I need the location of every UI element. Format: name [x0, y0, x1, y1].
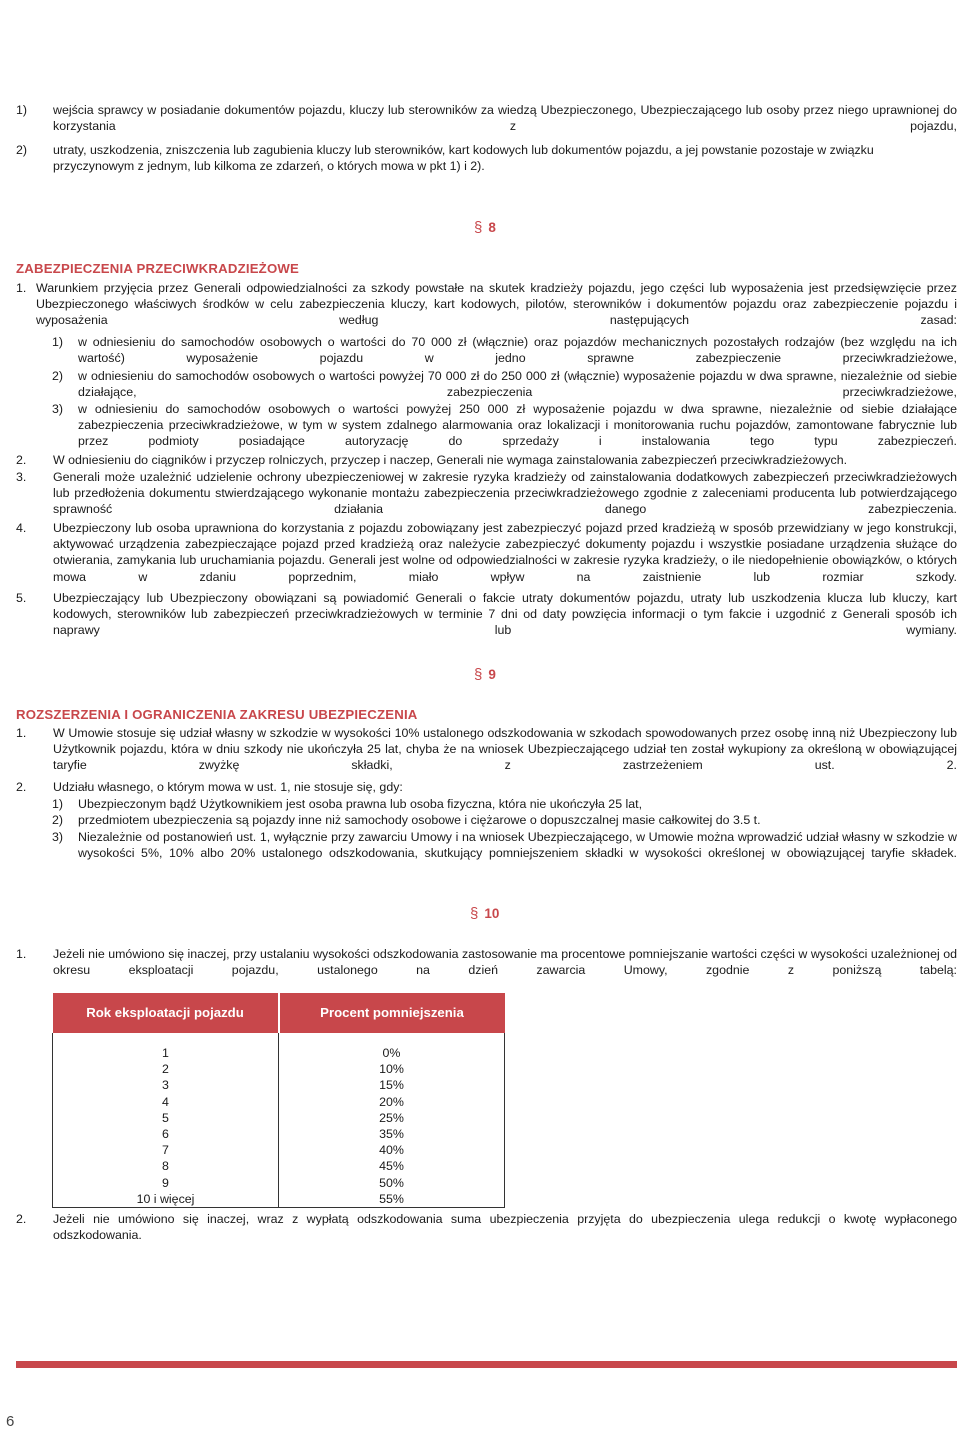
s8-paragraph-4	[16, 520, 957, 601]
item-number: 2)	[16, 143, 28, 157]
table-cell: 35%	[279, 1126, 505, 1142]
page-number: 6	[6, 1413, 15, 1430]
table-cell: 5	[53, 1110, 279, 1126]
section-sign-icon: §	[474, 666, 483, 683]
section-9-number	[474, 667, 496, 683]
section-9-title: ROZSZERZENIA I OGRANICZENIA ZAKRESU UBEZPIECZENIA	[16, 707, 418, 722]
item-number: 2)	[52, 369, 64, 383]
item-text: Ubezpieczony lub osoba uprawniona do korzystania z pojazdu zobowiązany jest zabezpieczyć pojazd przed kradzieżą w sposób przewidziany w jego konstrukcji, aktywować urządzenia zabezpieczające pojazd przed kradzieżą oraz należycie zabezpieczyć dokumenty pojazdu i wszystkie posiadane urządzenia służące do otwierania, zamykania lub uruchamiania pojazdu. Generali jest wolne od odpowiedzialności w zakresie ryzyka kradzieży, o ile niedopełnienie obowiązków, o których mowa w zdaniu poprzednim, miało wpływ na zaistnienie lub rozmiar szkody.	[53, 521, 957, 584]
list-item-top-2	[16, 142, 957, 191]
table-row	[53, 1110, 505, 1126]
item-text: przedmiotem ubezpieczenia są pojazdy inne niż samochody osobowe i ciężarowe o dopuszczalnej masie całkowitej do 3.5 t.	[78, 813, 761, 827]
s10-paragraph-2	[16, 1211, 957, 1260]
table-cell: 7	[53, 1142, 279, 1158]
table-cell: 2	[53, 1061, 279, 1077]
item-text: Jeżeli nie umówiono się inaczej, wraz z wypłatą odszkodowania suma ubezpieczenia przyjęta do ubezpieczenia ulega redukcji o kwotę wypłaconego odszkodowania.	[53, 1212, 957, 1243]
table-cell: 20%	[279, 1094, 505, 1110]
table-cell: 55%	[279, 1191, 505, 1208]
table-cell: 50%	[279, 1175, 505, 1191]
section-sign-icon: §	[470, 905, 479, 922]
item-text: wejścia sprawcy w posiadanie dokumentów pojazdu, kluczy lub sterowników za wiedzą Ubezpieczonego, Ubezpieczającego lub osoby przez niego uprawnionej do korzystania z pojazdu,	[53, 103, 957, 134]
table-cell: 0%	[279, 1033, 505, 1061]
table-cell: 10%	[279, 1061, 505, 1077]
table-row	[53, 1033, 505, 1061]
item-number: 2)	[52, 813, 64, 827]
item-number: 4.	[16, 521, 27, 535]
table-cell: 8	[53, 1158, 279, 1174]
table-cell: 4	[53, 1094, 279, 1110]
s9-paragraph-3	[52, 829, 957, 878]
item-number: 3)	[52, 830, 64, 844]
section-10-number	[470, 906, 499, 922]
section-8-title: ZABEZPIECZENIA PRZECIWKRADZIEŻOWE	[16, 261, 300, 276]
item-text: Ubezpieczonym bądź Użytkownikiem jest osoba prawna lub osoba fizyczna, która nie ukończyła 25 lat,	[78, 797, 643, 811]
table-row	[53, 1094, 505, 1110]
section-number: 8	[488, 220, 496, 235]
table-cell: 45%	[279, 1158, 505, 1174]
table-cell: 6	[53, 1126, 279, 1142]
item-text: Ubezpieczający lub Ubezpieczony obowiązani są powiadomić Generali o fakcie utraty dokumentów pojazdu, utraty lub uszkodzenia klucza lub kluczy, kart kodowych, sterowników lub zabezpieczeń przeciwkradzieżowych w terminie 7 dni od daty powzięcia informacji o tym fakcie i uzgodnić z Generali sposób ich naprawy lub wymiany.	[53, 591, 957, 638]
item-number: 3)	[52, 402, 64, 416]
item-text: W odniesieniu do ciągników i przyczep rolniczych, przyczep i naczep, Generali nie wymaga zainstalowania zabezpieczeń przeciwkradzieżowych.	[53, 453, 848, 467]
table-cell: 10 i więcej	[53, 1191, 279, 1208]
item-text: Udziału własnego, o którym mowa w ust. 1, nie stosuje się, gdy:	[53, 780, 403, 794]
table-cell: 3	[53, 1077, 279, 1093]
table-row	[53, 1061, 505, 1077]
item-text: Generali może uzależnić udzielenie ochrony ubezpieczeniowej w zakresie ryzyka kradzieży od zainstalowania dodatkowych zabezpieczeń przeciwkradzieżowych lub przedłożenia dokumentu stwierdzającego wykonanie montażu zabezpieczenia przeciwkradzieżowego zgodnie z zaleceniami producenta lub potwierdzającego sprawność działania danego zabezpieczenia.	[53, 470, 957, 517]
depreciation-table	[52, 993, 505, 1208]
item-number: 1)	[52, 797, 64, 811]
table-row	[53, 1175, 505, 1191]
table-cell: 15%	[279, 1077, 505, 1093]
table-cell: 40%	[279, 1142, 505, 1158]
item-text: w odniesieniu do samochodów osobowych o wartości powyżej 70 000 zł do 250 000 zł (włącznie) wyposażenie pojazdu w dwa sprawne, niezależnie od siebie działające, zabezpieczenia przeciwkradzieżowe,	[78, 369, 957, 400]
table-row	[53, 1191, 505, 1208]
item-number: 1)	[52, 335, 64, 349]
item-text: w odniesieniu do samochodów osobowych o wartości powyżej 250 000 zł wyposażenie pojazdu w dwa sprawne, niezależnie od siebie działające zabezpieczenia przeciwkradzieżowe, w tym w system zdalnego alarmowania oraz lokalizacji i monitorowania ruchu pojazdów, zamontowane fabrycznie lub przez podmioty posiadające autoryzację do sprzedaży i instalowania tego typu zabezpieczeń.	[78, 402, 957, 449]
item-number: 2.	[16, 780, 27, 794]
item-number: 5.	[16, 591, 27, 605]
item-number: 1.	[16, 281, 27, 295]
item-text: w odniesieniu do samochodów osobowych o wartości do 70 000 zł (włącznie) oraz pojazdów mechanicznych pozostałych rodzajów (bez względu na ich wartość) wyposażenie pojazdu w jedno sprawne zabezpieczenie przeciwkradzieżowe,	[78, 335, 957, 366]
section-8-number	[474, 220, 496, 236]
item-number: 1.	[16, 947, 27, 961]
table-row	[53, 1077, 505, 1093]
section-number: 9	[488, 667, 496, 682]
item-number: 1)	[16, 103, 28, 117]
table-row	[53, 1158, 505, 1174]
s8-paragraph-5	[16, 590, 957, 655]
section-sign-icon: §	[474, 219, 483, 236]
section-number: 10	[484, 906, 500, 921]
footer-rule	[16, 1361, 957, 1368]
item-number: 2.	[16, 1212, 27, 1226]
item-text: Jeżeli nie umówiono się inaczej, przy ustalaniu wysokości odszkodowania zastosowanie ma procentowe pomniejszanie wartości części w wysokości uzależnionej od okresu eksploatacji pojazdu, ustalonego na dzień zawarcia Umowy, zgodnie z poniższą tabelą:	[53, 947, 957, 978]
item-text: Niezależnie od postanowień ust. 1, wyłącznie przy zawarciu Umowy i na wniosek Ubezpieczającego, w Umowie można wprowadzić udział własny w szkodzie w wysokości 5%, 10% albo 20% ustalonego odszkodowania, skutkujący pomniejszeniem składki w wysokości określonej w obowiązującej taryfie składek.	[78, 830, 957, 861]
table-header: Procent pomniejszenia	[279, 993, 505, 1033]
table-header-row	[53, 993, 505, 1033]
item-number: 3.	[16, 470, 27, 484]
table-cell: 9	[53, 1175, 279, 1191]
table-cell: 1	[53, 1033, 279, 1061]
table-cell: 25%	[279, 1110, 505, 1126]
item-number: 1.	[16, 726, 27, 740]
item-number: 2.	[16, 453, 27, 467]
item-text: utraty, uszkodzenia, zniszczenia lub zagubienia kluczy lub sterowników, kart kodowych lub dokumentów pojazdu, a jej powstanie pozostaje w związku przyczynowym z jednym, lub kilkoma ze zdarzeń, o których mowa w pkt 1) i 2).	[53, 143, 874, 174]
table-row	[53, 1142, 505, 1158]
table-row	[53, 1126, 505, 1142]
item-text: W Umowie stosuje się udział własny w szkodzie w wysokości 10% ustalonego odszkodowania w szkodach spowodowanych przez osobę inną niż Ubezpieczony lub Użytkownik pojazdu, która w dniu szkody nie ukończyła 25 lat, chyba że na wniosek Ubezpieczającego udział ten został wykupiony za określoną w obowiązującej taryfie zwyżkę składki, z zastrzeżeniem ust. 2.	[53, 726, 957, 773]
s10-paragraph-1	[16, 946, 957, 995]
item-text: Warunkiem przyjęcia przez Generali odpowiedzialności za szkody powstałe na skutek kradzieży pojazdu, jego części lub wyposażenia jest przedsięwzięcie przez Ubezpieczonego właściwych środków w celu zabezpieczenia kluczy, kart kodowych, pilotów, sterowników i dokumentów pojazdu oraz zabezpieczenie pojazdu i wyposażenia według następujących zasad:	[36, 281, 957, 328]
table-header: Rok eksploatacji pojazdu	[53, 993, 279, 1033]
